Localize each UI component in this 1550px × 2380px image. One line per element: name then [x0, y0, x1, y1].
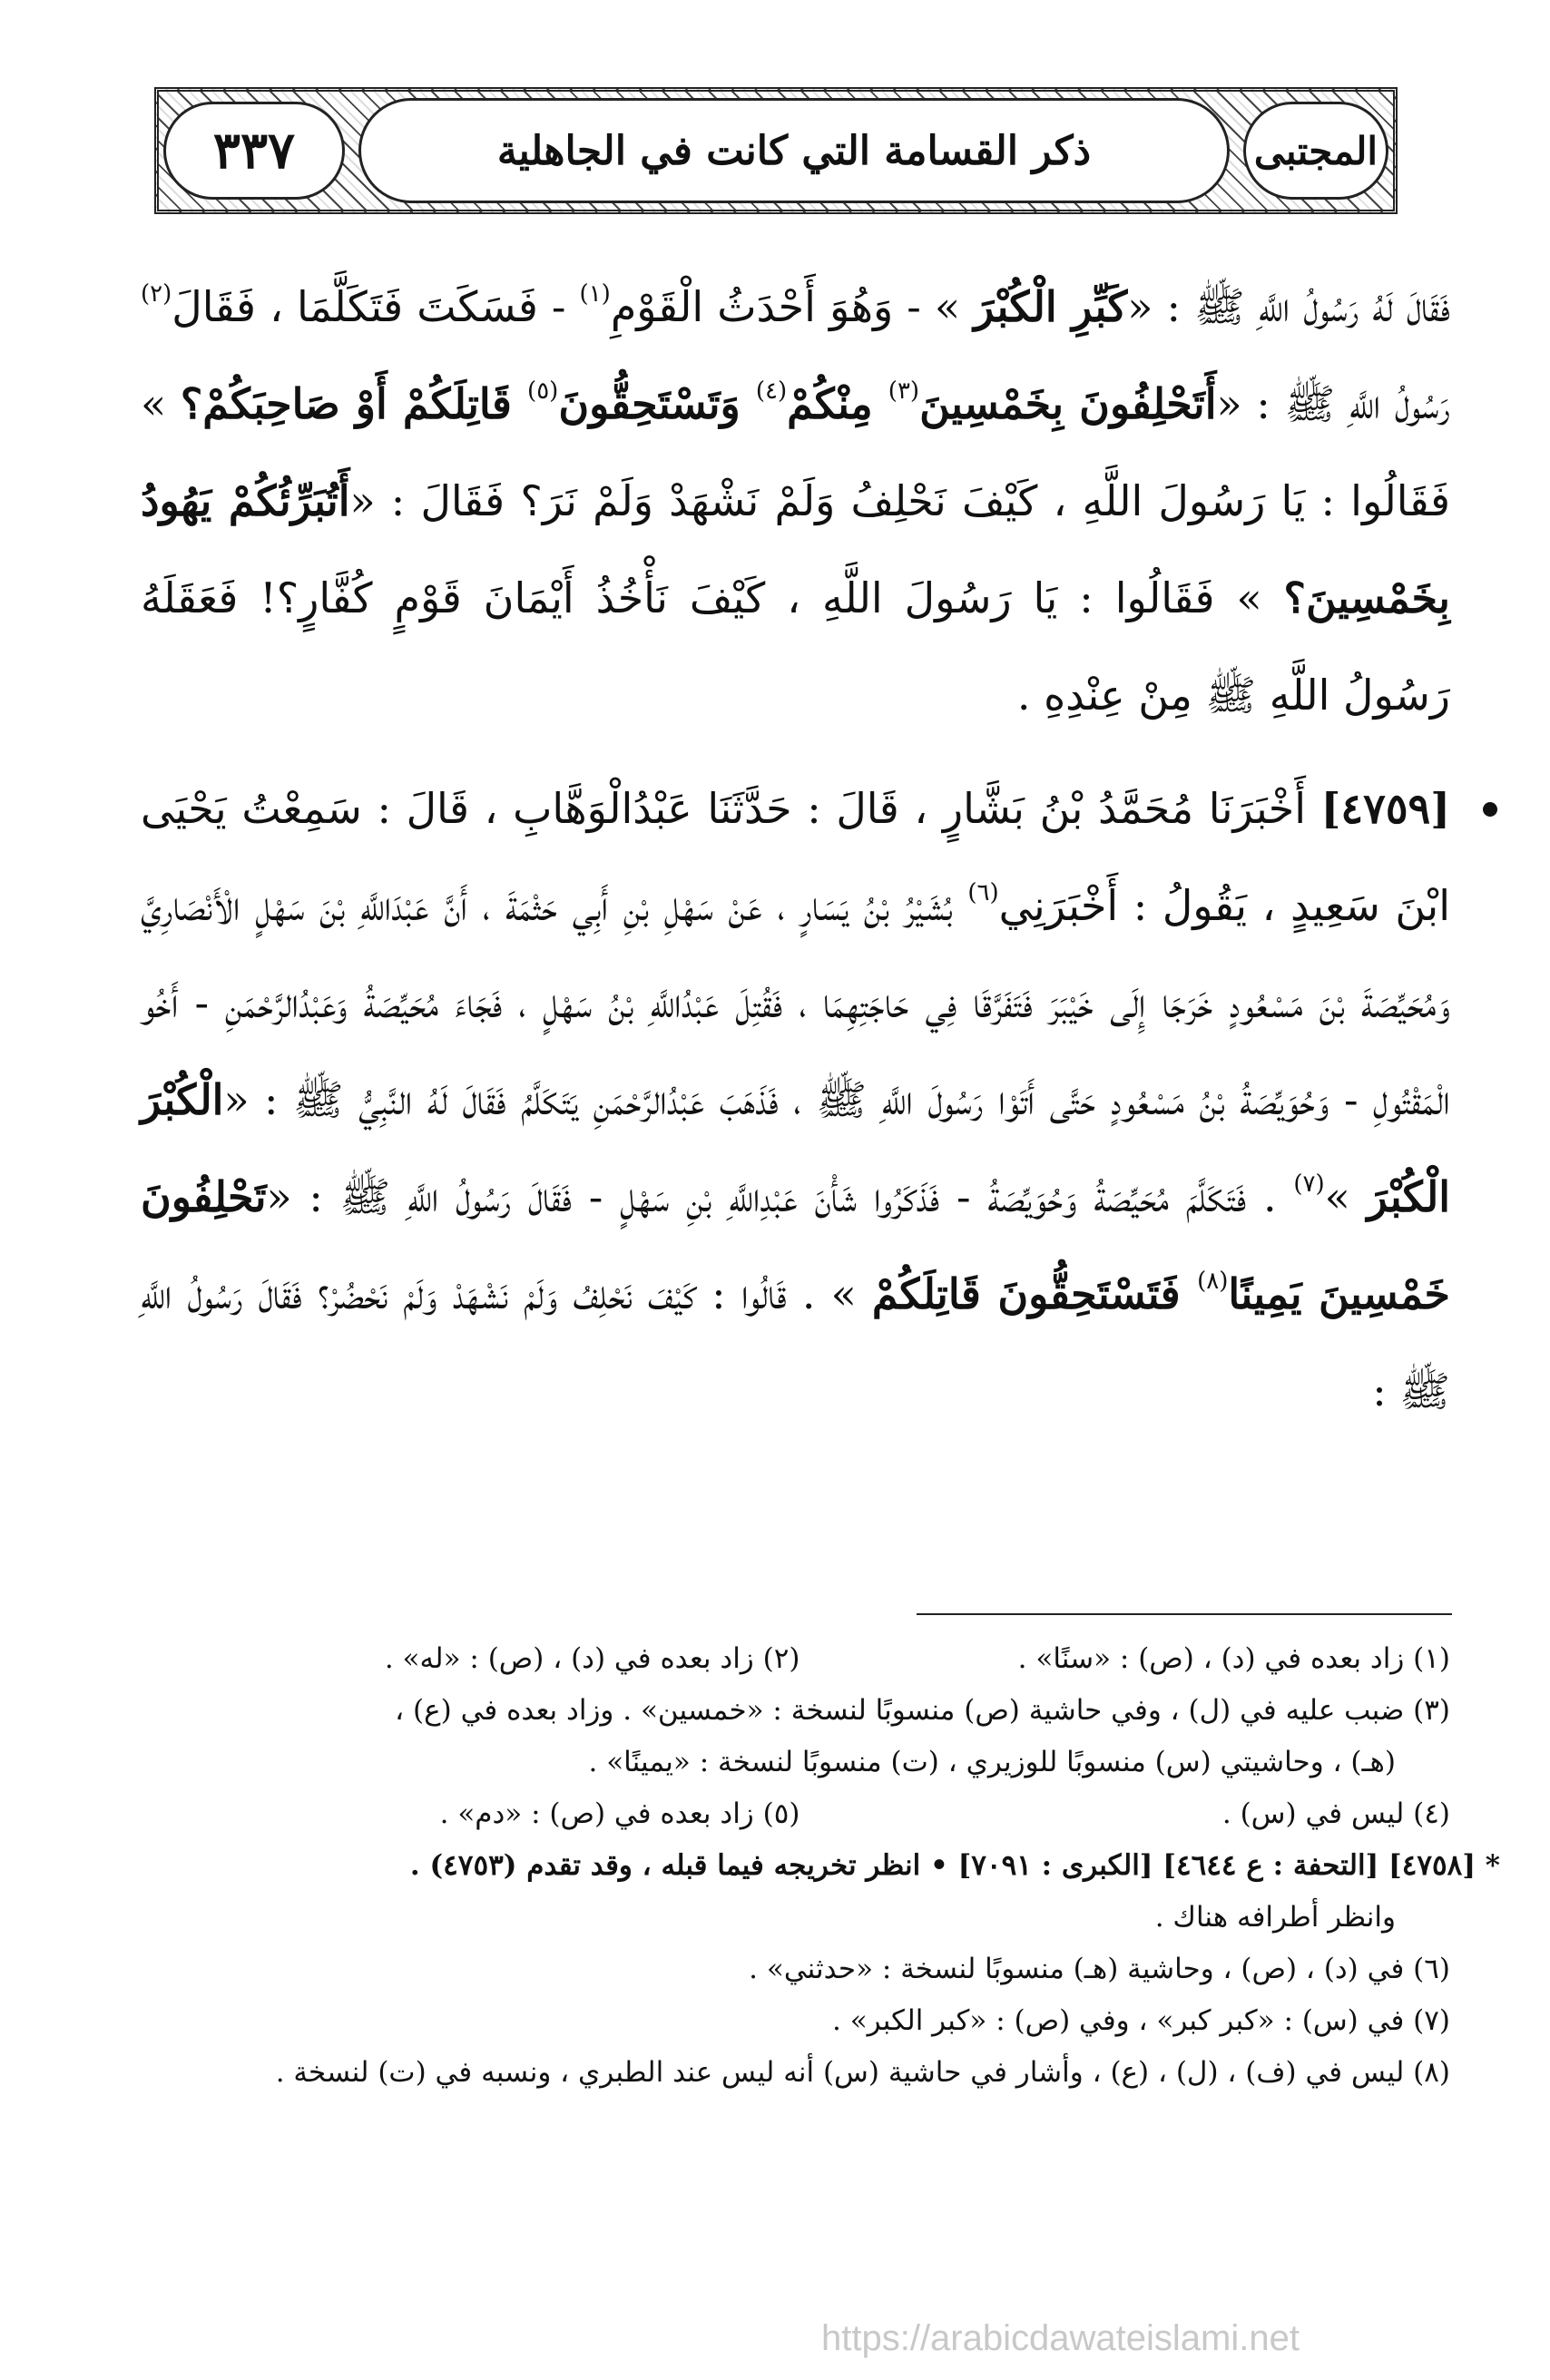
hadith-quote: مِنْكُمْ: [787, 379, 888, 428]
text-run: » فَقَالُوا : يَا رَسُولَ اللَّهِ ، كَيْفَ نَأْخُذُ أَيْمَانَ قَوْمٍ كُفَّارٍ؟! فَعَقَلَهُ رَسُولُ اللَّهِ ﷺ مِنْ عِنْدِهِ .: [141, 573, 1450, 720]
book-title: المجتبى: [1253, 128, 1378, 173]
footnote-ref: (١): [579, 280, 611, 308]
bullet-icon: [1483, 802, 1497, 817]
text-run: »: [1324, 1172, 1368, 1221]
footnote-3: (٣) ضبب عليه في (ل) ، وفي حاشية (ص) منسوبًا لنسخة : «خمسين» . وزاد بعده في (ع) ،: [395, 1694, 1450, 1727]
text-run: » فَقَالُوا : يَا رَسُولَ اللَّهِ ، كَيْفَ نَحْلِفُ وَلَمْ نَشْهَدْ وَلَمْ نَرَ؟ فَقَالَ : «: [141, 379, 1450, 525]
footnote-5: (٥) زاد بعده في (ص) : «دم» .: [439, 1797, 800, 1830]
hadith-quote: أَتُبَرِّئُكُمْ يَهُودُ بِخَمْسِينَ؟: [141, 476, 1450, 622]
text-run: » - وَهُوَ أَحْدَثُ الْقَوْمِ: [610, 282, 975, 331]
footnote-row: [150, 1633, 1450, 1685]
footnote-ref: (٨): [1197, 1268, 1229, 1295]
footnote-6: (٦) في (د) ، (ص) ، وحاشية (هـ) منسوبًا لنسخة : «حدثني» .: [749, 1953, 1450, 1985]
page-number-cartouche: [163, 102, 345, 200]
footnote-row: [150, 1788, 1450, 1840]
paragraph-continuation: [141, 259, 1450, 744]
hadith-paragraph: [141, 760, 1450, 1440]
footnote-ref: (٤): [755, 377, 788, 405]
footnote-ref: (٣): [888, 377, 920, 405]
footnote-3-continued: (هـ) ، وحاشيتي (س) منسوبًا للوزيري ، (ت) منسوبًا لنسخة : «يمينًا» .: [588, 1746, 1396, 1778]
hadith-quote: قَاتِلَكُمْ أَوْ صَاحِبَكُمْ؟: [180, 379, 528, 428]
text-run: » . قَالُوا : كَيْفَ نَحْلِفُ وَلَمْ نَشْهَدْ وَلَمْ نَحْضُرْ؟ فَقَالَ رَسُولُ اللَّهِ ﷺ :: [141, 1269, 1450, 1415]
text-run: أَخْبَرَنَا مُحَمَّدُ بْنُ بَشَّارٍ ، قَالَ : حَدَّثَنَا عَبْدُالْوَهَّابِ ، قَالَ : سَمِعْتُ يَحْيَى ابْنَ سَعِيدٍ ، يَقُولُ : أَخْبَرَنِي: [141, 784, 1450, 930]
page-number: ٣٣٧: [212, 121, 296, 181]
footnotes: [150, 1633, 1500, 2099]
footnote-1: (١) زاد بعده في (د) ، (ص) : «سنًا» .: [1017, 1642, 1450, 1675]
footnote-ref: (٦): [967, 879, 999, 906]
footnote-ref: (٥): [527, 377, 559, 405]
footnote-ref: (٢): [141, 280, 172, 308]
footnote-7: (٧) في (س) : «كبر كبر» ، وفي (ص) : «كبر الكبر» .: [832, 2004, 1450, 2037]
footnote-separator: [917, 1613, 1452, 1615]
footnote-ref: (٧): [1293, 1170, 1325, 1198]
text-run: - فَسَكَتَ فَتَكَلَّمَا ، فَقَالَ: [172, 282, 580, 331]
running-title: ذكر القسامة التي كانت في الجاهلية: [496, 127, 1092, 174]
takhrij-note-continued: وانظر أطرافه هناك .: [1154, 1901, 1396, 1934]
running-title-cartouche: [358, 98, 1230, 203]
text-run: . فَتَكَلَّمَ مُحَيِّصَةُ وَحُوَيِّصَةُ - فَذَكَرُوا شَأْنَ عَبْدِاللَّهِ بْنِ سَهْلٍ - فَقَالَ رَسُولُ اللَّهِ ﷺ : «: [266, 1172, 1294, 1221]
watermark: https://arabicdawateislami.net: [821, 2318, 1300, 2358]
book-title-cartouche: [1243, 102, 1388, 200]
footnote-8: (٨) ليس في (ف) ، (ل) ، (ع) ، وأشار في حاشية (س) أنه ليس عند الطبري ، ونسبه في (ت) لنسخة .: [275, 2056, 1450, 2089]
takhrij-note: * [٤٧٥٨] [التحفة : ع ٤٦٤٤] [الكبرى : ٧٠٩١] • انظر تخريجه فيما قبله ، وقد تقدم (٤٧٥٣) .: [409, 1849, 1500, 1882]
footnote-4: (٤) ليس في (س) .: [1221, 1797, 1450, 1830]
main-text: [141, 259, 1450, 1440]
text-run: بُشَيْرُ بْنُ يَسَارٍ ، عَنْ سَهْلِ بْنِ أَبِي حَثْمَةَ ، أَنَّ عَبْدَاللَّهِ بْنَ سَهْلٍ الْأَنْصَارِيَّ وَمُحَيِّصَةَ بْنَ مَسْعُودٍ خَرَجَا إِلَى خَيْبَرَ فَتَفَرَّقَا فِي حَاجَتِهِمَا ، فَقُتِلَ عَبْدُاللَّهِ بْنُ سَهْلٍ ، فَجَاءَ مُحَيِّصَةُ وَعَبْدُالرَّحْمَنِ - أَخُو الْمَقْتُولِ - وَحُوَيِّصَةُ بْنُ مَسْعُودٍ حَتَّى أَتَوْا رَسُولَ اللَّهِ ﷺ ، فَذَهَبَ عَبْدُالرَّحْمَنِ يَتَكَلَّمُ فَقَالَ لَهُ النَّبِيُّ ﷺ : «: [141, 881, 1450, 1124]
hadith-quote: فَتَسْتَحِقُّونَ قَاتِلَكُمْ: [871, 1269, 1198, 1318]
hadith-quote: أَتَحْلِفُونَ بِخَمْسِينَ: [919, 379, 1217, 428]
footnote-2: (٢) زاد بعده في (د) ، (ص) : «له» .: [384, 1642, 800, 1675]
text-run: فَقَالَ لَهُ رَسُولُ اللَّهِ ﷺ : «: [1127, 282, 1450, 331]
hadith-quote: الْكُبْرَ الْكُبْرَ: [141, 1075, 1450, 1221]
hadith-number: [٤٧٥٩]: [1320, 784, 1450, 833]
hadith-quote: كَبِّرِ الْكُبْرَ: [974, 282, 1128, 331]
text-run: رَسُولُ اللَّهِ ﷺ : «: [1216, 379, 1451, 428]
hadith-quote: وَتَسْتَحِقُّونَ: [558, 379, 756, 428]
hadith-quote: تَحْلِفُونَ خَمْسِينَ يَمِينًا: [141, 1172, 1450, 1318]
